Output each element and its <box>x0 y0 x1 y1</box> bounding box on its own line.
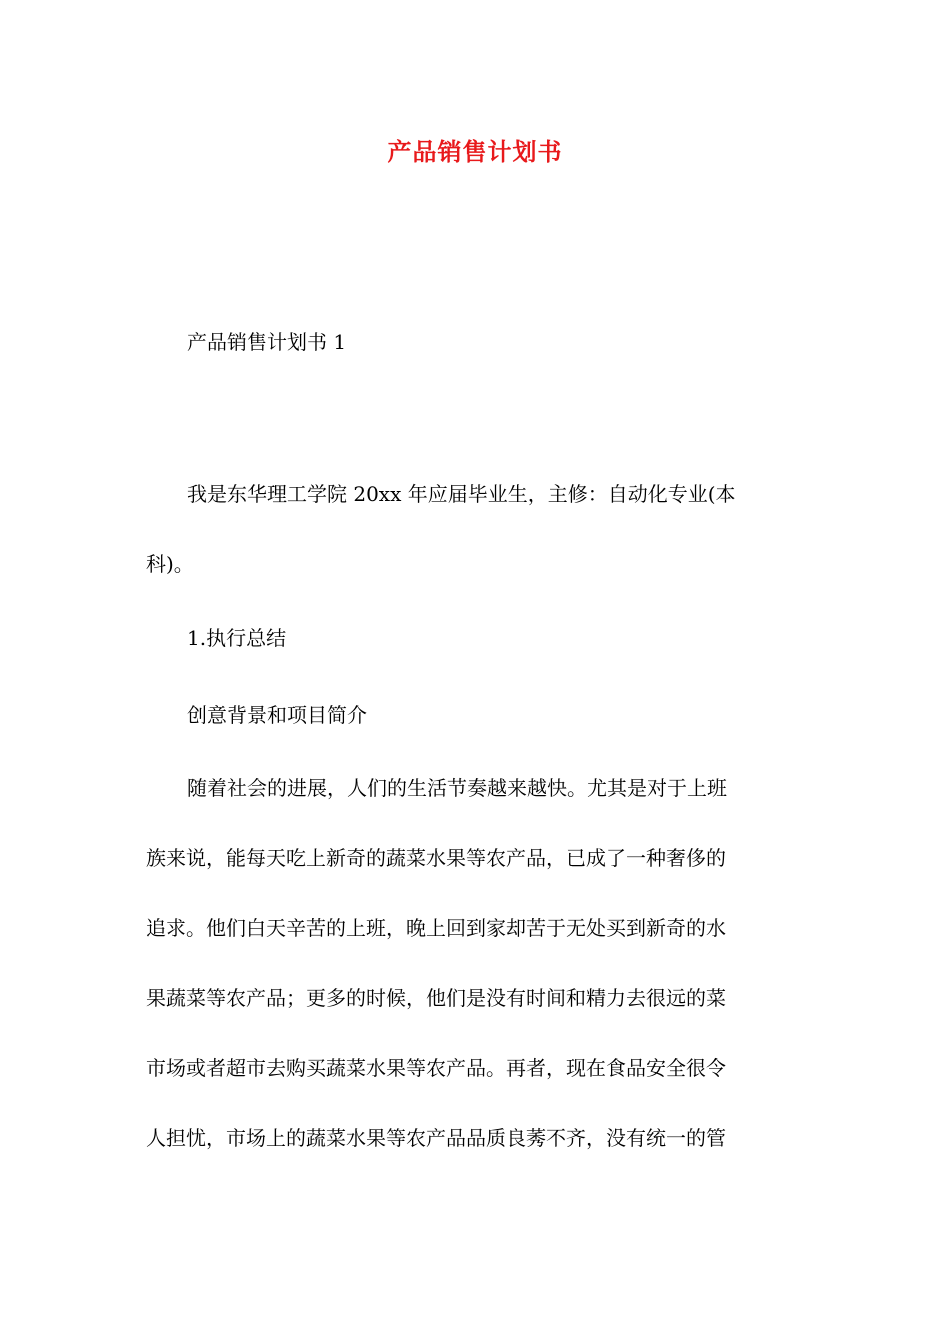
subheading-text: 1.执行总结 <box>187 626 287 650</box>
body-line: 随着社会的进展，人们的生活节奏越来越快。尤其是对于上班 <box>187 776 727 800</box>
document-title: 产品销售计划书 <box>387 137 563 166</box>
intro-line: 科)。 <box>146 552 194 576</box>
body-line: 果蔬菜等农产品；更多的时候，他们是没有时间和精力去很远的菜 <box>146 986 726 1010</box>
body-line: 族来说，能每天吃上新奇的蔬菜水果等农产品，已成了一种奢侈的 <box>146 846 726 870</box>
intro-paragraph <box>146 459 806 599</box>
subheading-executive-summary <box>146 603 806 673</box>
body-line: 市场或者超市去购买蔬菜水果等农产品。再者，现在食品安全很令 <box>146 1056 726 1080</box>
subheading-background <box>146 680 806 750</box>
subheading-text: 创意背景和项目简介 <box>187 703 367 727</box>
body-paragraph <box>146 753 806 1243</box>
section-heading: 产品销售计划书 1 <box>187 330 347 354</box>
body-line: 人担忧，市场上的蔬菜水果等农产品品质良莠不齐，没有统一的管 <box>146 1126 726 1150</box>
intro-line: 我是东华理工学院 20xx 年应届毕业生，主修：自动化专业(本 <box>187 482 736 506</box>
body-line: 追求。他们白天辛苦的上班，晚上回到家却苦于无处买到新奇的水 <box>146 916 726 940</box>
